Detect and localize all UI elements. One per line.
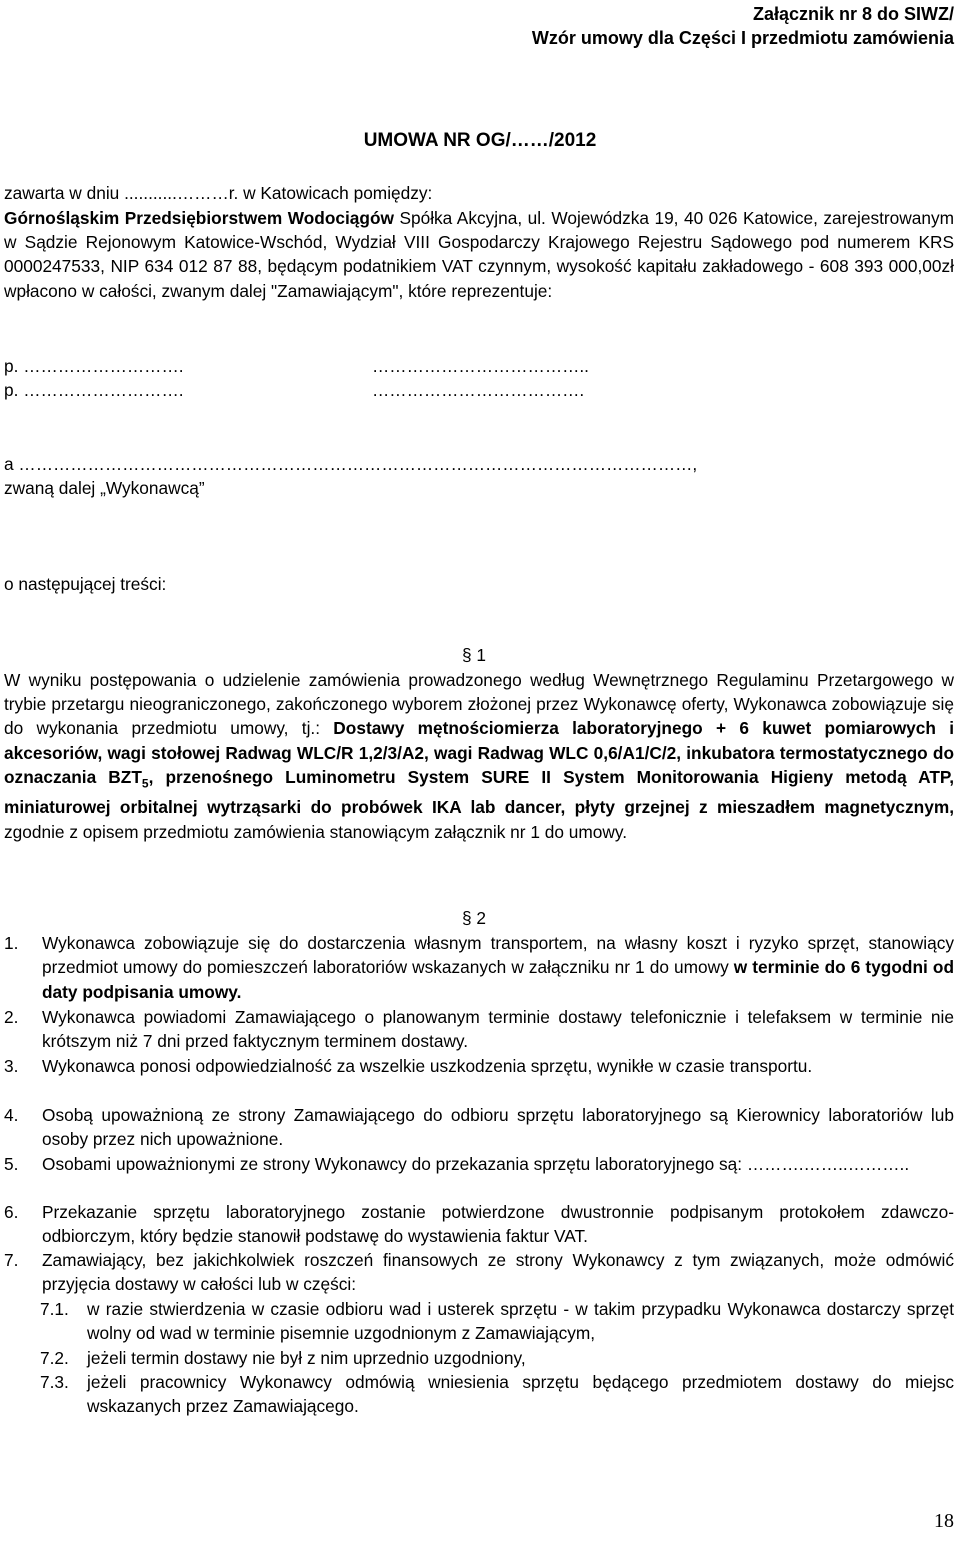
sub-list-item — [40, 1346, 954, 1370]
list-item-bold: w terminie do 6 tygodni od daty podpisania umowy. — [42, 957, 954, 1002]
template-header: Wzór umowy dla Części I przedmiotu zamówienia — [531, 28, 954, 48]
page-number: 18 — [934, 1510, 954, 1532]
attachment-header: Załącznik nr 8 do SIWZ/ — [752, 4, 954, 24]
sub-list-item-number: 7.3. — [40, 1372, 69, 1392]
list-item — [4, 1054, 954, 1078]
representative-2-name: p. ………………………. — [4, 380, 184, 400]
party-paragraph — [4, 206, 954, 303]
section-1-paragraph — [4, 668, 954, 844]
representative-1-role: ……………………………….. — [372, 356, 589, 376]
contract-title: UMOWA NR OG/……/2012 — [363, 130, 597, 151]
sub-list-item — [40, 1297, 954, 1346]
section-2-mark: § 2 — [462, 908, 487, 928]
list-item-number: 4. — [4, 1105, 19, 1125]
sub-list-item-text: w razie stwierdzenia w czasie odbioru wad i usterek sprzętu - w takim przypadku Wykonawca dostarczy sprzęt wolny od wad w terminie pisemnie uzgodnionym z Zamawiającym, — [87, 1299, 954, 1344]
sub-list-item-text: jeżeli termin dostawy nie był z nim uprzednio uzgodniony, — [87, 1348, 526, 1368]
section-1-bold-a: Dostawy mętnościomierza laboratoryjnego + 6 kuwet pomiarowych i akcesoriów, wagi stołowej Radwag WLC/R 1,2/3/A2, wagi Radwag WLC 0,6/A1/C/2, inkubatora termostatycznego do oznaczania BZT — [4, 718, 954, 787]
list-item-number: 2. — [4, 1007, 19, 1027]
list-item-number: 6. — [4, 1202, 19, 1222]
list-item-number: 1. — [4, 933, 19, 953]
concluded-line: zawarta w dniu ...........………r. w Katowicach pomiędzy: — [4, 183, 433, 203]
list-item-text: Zamawiający, bez jakichkolwiek roszczeń finansowych ze strony Wykonawcy z tym związanych, może odmówić przyjęcia dostawy w całości lub w części: — [42, 1250, 954, 1295]
list-item-number: 3. — [4, 1056, 19, 1076]
list-item-text: Wykonawca ponosi odpowiedzialność za wszelkie uszkodzenia sprzętu, wynikłe w czasie transportu. — [42, 1056, 813, 1076]
representative-2-role: ………………………………. — [372, 380, 585, 400]
contractor-called: zwaną dalej „Wykonawcą” — [4, 478, 205, 498]
following-content: o następującej treści: — [4, 574, 167, 594]
section-1-mark: § 1 — [462, 645, 487, 665]
section-1-text-a: W wyniku postępowania o udzielenie zamówienia prowadzonego według Wewnętrznego Regulaminu Przetargowego w trybie przetargu nieograniczonego, zakończonego wyborem złożonej przez Wykonawcę oferty, Wykonawca zobowiązuje się do wykonania przedmiotu umowy, tj.: — [4, 670, 954, 739]
list-item-text: Przekazanie sprzętu laboratoryjnego zostanie potwierdzone dwustronnie podpisanym protokołem zdawczo-odbiorczym, który będzie stanowił podstawę do wystawienia faktur VAT. — [42, 1202, 954, 1247]
sub-list-item — [40, 1370, 954, 1419]
party-name: Górnośląskim Przedsiębiorstwem Wodociągów — [4, 208, 394, 228]
list-item-text: Wykonawca powiadomi Zamawiającego o planowanym terminie dostawy telefonicznie i telefaksem w terminie nie krótszym niż 7 dni przed faktycznym terminem dostawy. — [42, 1007, 954, 1052]
party-details: Spółka Akcyjna, ul. Wojewódzka 19, 40 026 Katowice, zarejestrowanym w Sądzie Rejonowym Katowice-Wschód, Wydział VIII Gospodarczy Krajowego Rejestru Sądowego pod numerem KRS 0000247533, NIP 634 012 87 88, będącym podatnikiem VAT czynnym, wysokość kapitału zakładowego - 608 393 000,00zł wpłacono w całości, zwanym dalej "Zamawiającym", które reprezentuje: — [4, 208, 954, 301]
list-item — [4, 1005, 954, 1054]
list-item — [4, 931, 954, 1004]
section-1-subscript: 5 — [141, 776, 149, 791]
list-item-number: 5. — [4, 1154, 19, 1174]
list-item — [4, 1103, 954, 1152]
sub-list-item-text: jeżeli pracownicy Wykonawcy odmówią wniesienia sprzętu będącego przedmiotem dostawy do miejsc wskazanych przez Zamawiającego. — [87, 1372, 954, 1417]
list-item — [4, 1152, 954, 1176]
list-item-text: Wykonawca zobowiązuje się do dostarczenia własnym transportem, na własny koszt i ryzyko sprzęt, stanowiący przedmiot umowy do pomieszczeń laboratoriów wskazanych w załączniku nr 1 do umowy — [42, 933, 954, 978]
list-item-text: Osobami upoważnionymi ze strony Wykonawcy do przekazania sprzętu laboratoryjnego są: ……….……..……….. — [42, 1154, 910, 1174]
section-1-text-b: zgodnie z opisem przedmiotu zamówienia stanowiącym załącznik nr 1 do umowy. — [4, 821, 628, 842]
list-item — [4, 1200, 954, 1249]
list-item — [4, 1248, 954, 1297]
list-item-text: Osobą upoważnioną ze strony Zamawiającego do odbioru sprzętu laboratoryjnego są Kierownicy laboratoriów lub osoby przez nich upoważnione. — [42, 1105, 954, 1150]
sub-list-item-number: 7.1. — [40, 1299, 69, 1319]
section-1-bold-b: , przenośnego Luminometru System SURE II System Monitorowania Higieny metodą ATP, miniaturowej orbitalnej wytrząsarki do probówek IKA lab dancer, płyty grzejnej z mieszadłem magnetycznym, — [4, 766, 954, 818]
list-item-number: 7. — [4, 1250, 19, 1270]
representative-1-name: p. ………………………. — [4, 356, 184, 376]
contractor-line: a ………………………………………………………………………………………………………, — [4, 454, 698, 474]
sub-list-item-number: 7.2. — [40, 1348, 69, 1368]
